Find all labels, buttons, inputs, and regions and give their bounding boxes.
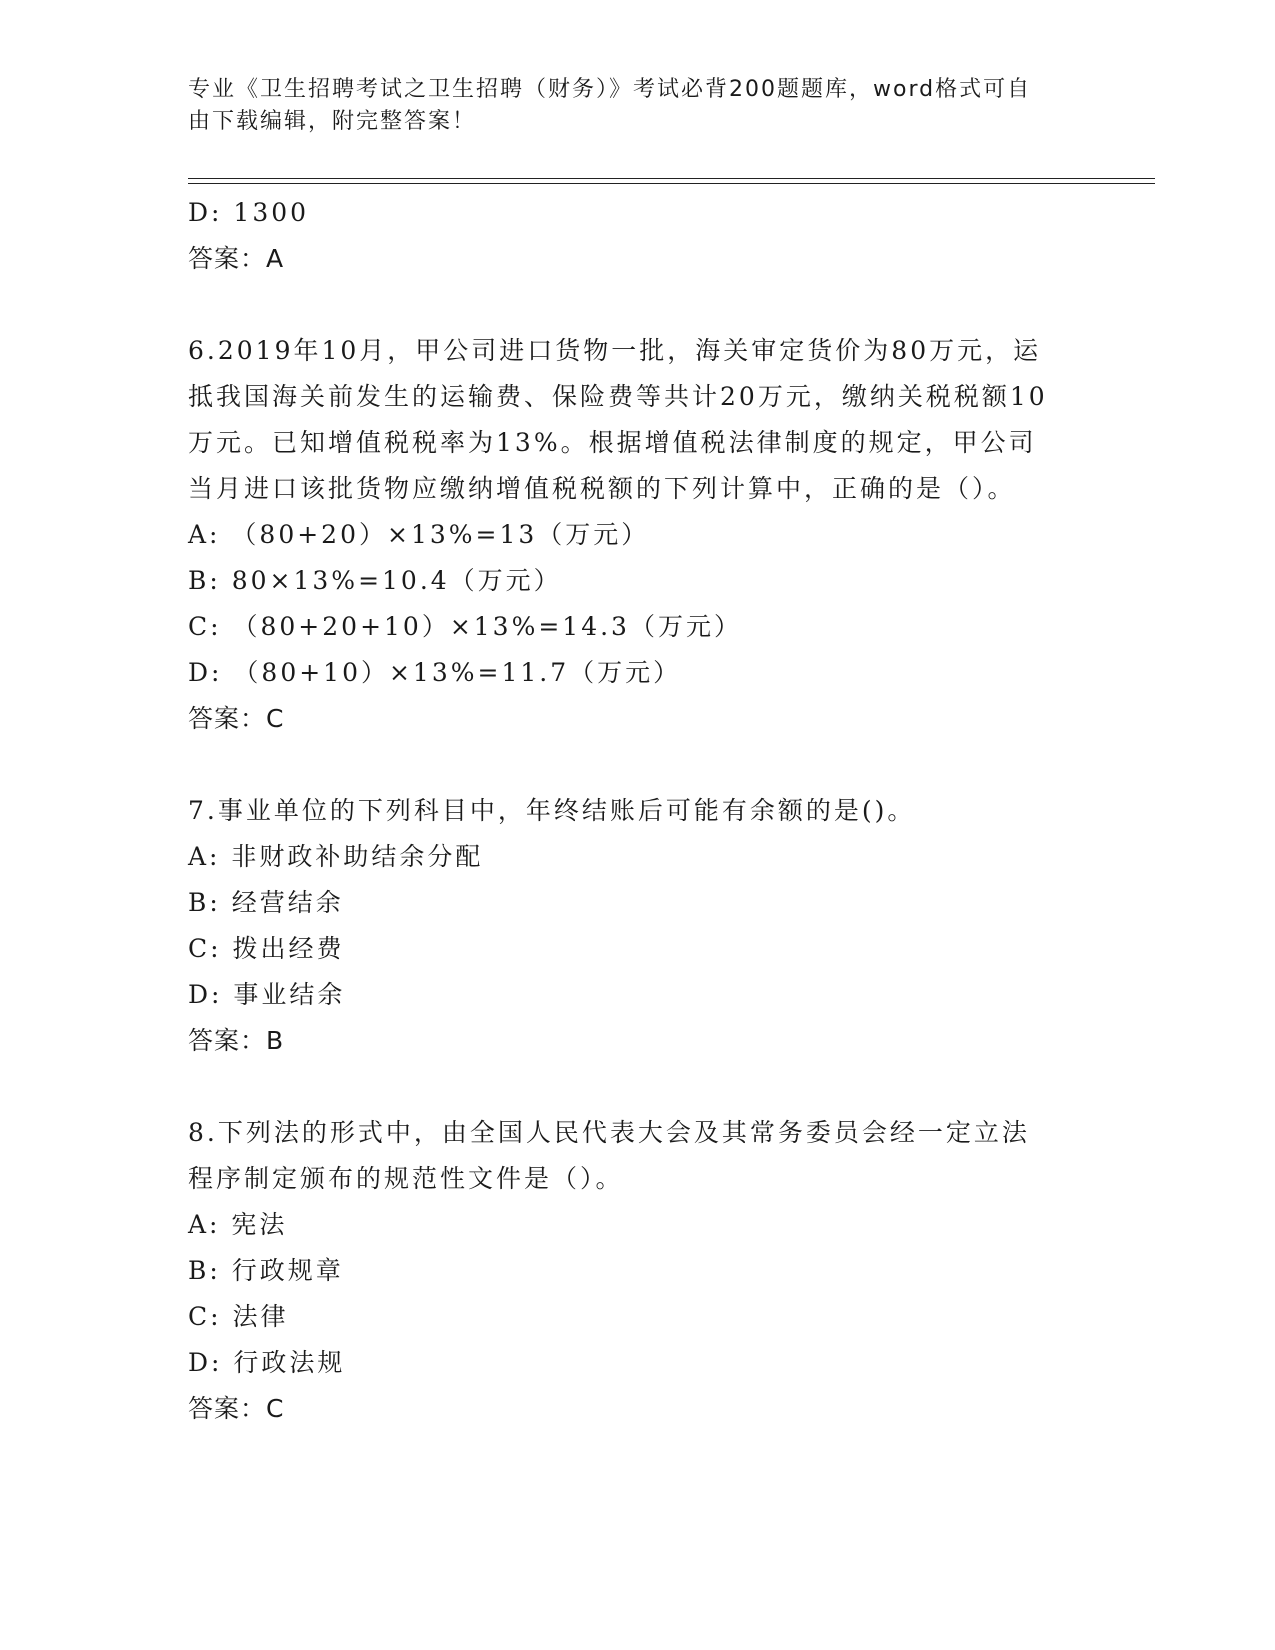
question-stem-line: 7.事业单位的下列科目中，年终结账后可能有余额的是()。 (188, 796, 916, 825)
header-rule-bottom (188, 183, 1155, 184)
question-stem-line: 当月进口该批货物应缴纳增值税税额的下列计算中，正确的是（）。 (188, 474, 1016, 503)
question-prev (188, 190, 1088, 282)
question-stem-line: 程序制定颁布的规范性文件是（）。 (188, 1164, 624, 1193)
spacer (188, 1064, 1088, 1110)
question-8 (188, 1110, 1088, 1432)
option-d: D: 1300 (188, 198, 310, 227)
option-a: A: （80+20）×13%=13（万元） (188, 520, 650, 549)
question-stem-line: 6.2019年10月，甲公司进口货物一批，海关审定货价为80万元，运 (188, 336, 1042, 365)
question-stem-line: 8.下列法的形式中，由全国人民代表大会及其常务委员会经一定立法 (188, 1118, 1030, 1147)
question-stem-line: 万元。已知增值税税率为13%。根据增值税法律制度的规定，甲公司 (188, 428, 1037, 457)
option-b: B: 80×13%=10.4（万元） (188, 566, 562, 595)
answer: 答案：A (188, 244, 285, 273)
document-header (188, 74, 1068, 138)
answer: 答案：B (188, 1026, 285, 1055)
question-list (188, 190, 1088, 1432)
option-d: D: 行政法规 (188, 1348, 346, 1377)
header-rule-top (188, 178, 1155, 179)
option-d: D: （80+10）×13%=11.7（万元） (188, 658, 682, 687)
option-a: A: 宪法 (188, 1210, 288, 1239)
option-a: A: 非财政补助结余分配 (188, 842, 484, 871)
option-b: B: 行政规章 (188, 1256, 344, 1285)
option-c: C: 法律 (188, 1302, 289, 1331)
option-c: C: 拨出经费 (188, 934, 345, 963)
option-d: D: 事业结余 (188, 980, 346, 1009)
answer: 答案：C (188, 1394, 285, 1423)
question-7 (188, 788, 1088, 1064)
question-stem-line: 抵我国海关前发生的运输费、保险费等共计20万元，缴纳关税税额10 (188, 382, 1048, 411)
spacer (188, 742, 1088, 788)
header-line-1: 专业《卫生招聘考试之卫生招聘（财务）》考试必背200题题库，word格式可自 (188, 77, 1032, 102)
answer: 答案：C (188, 704, 285, 733)
spacer (188, 282, 1088, 328)
question-6 (188, 328, 1088, 742)
option-c: C: （80+20+10）×13%=14.3（万元） (188, 612, 742, 641)
header-line-2: 由下载编辑，附完整答案！ (188, 109, 477, 134)
option-b: B: 经营结余 (188, 888, 344, 917)
